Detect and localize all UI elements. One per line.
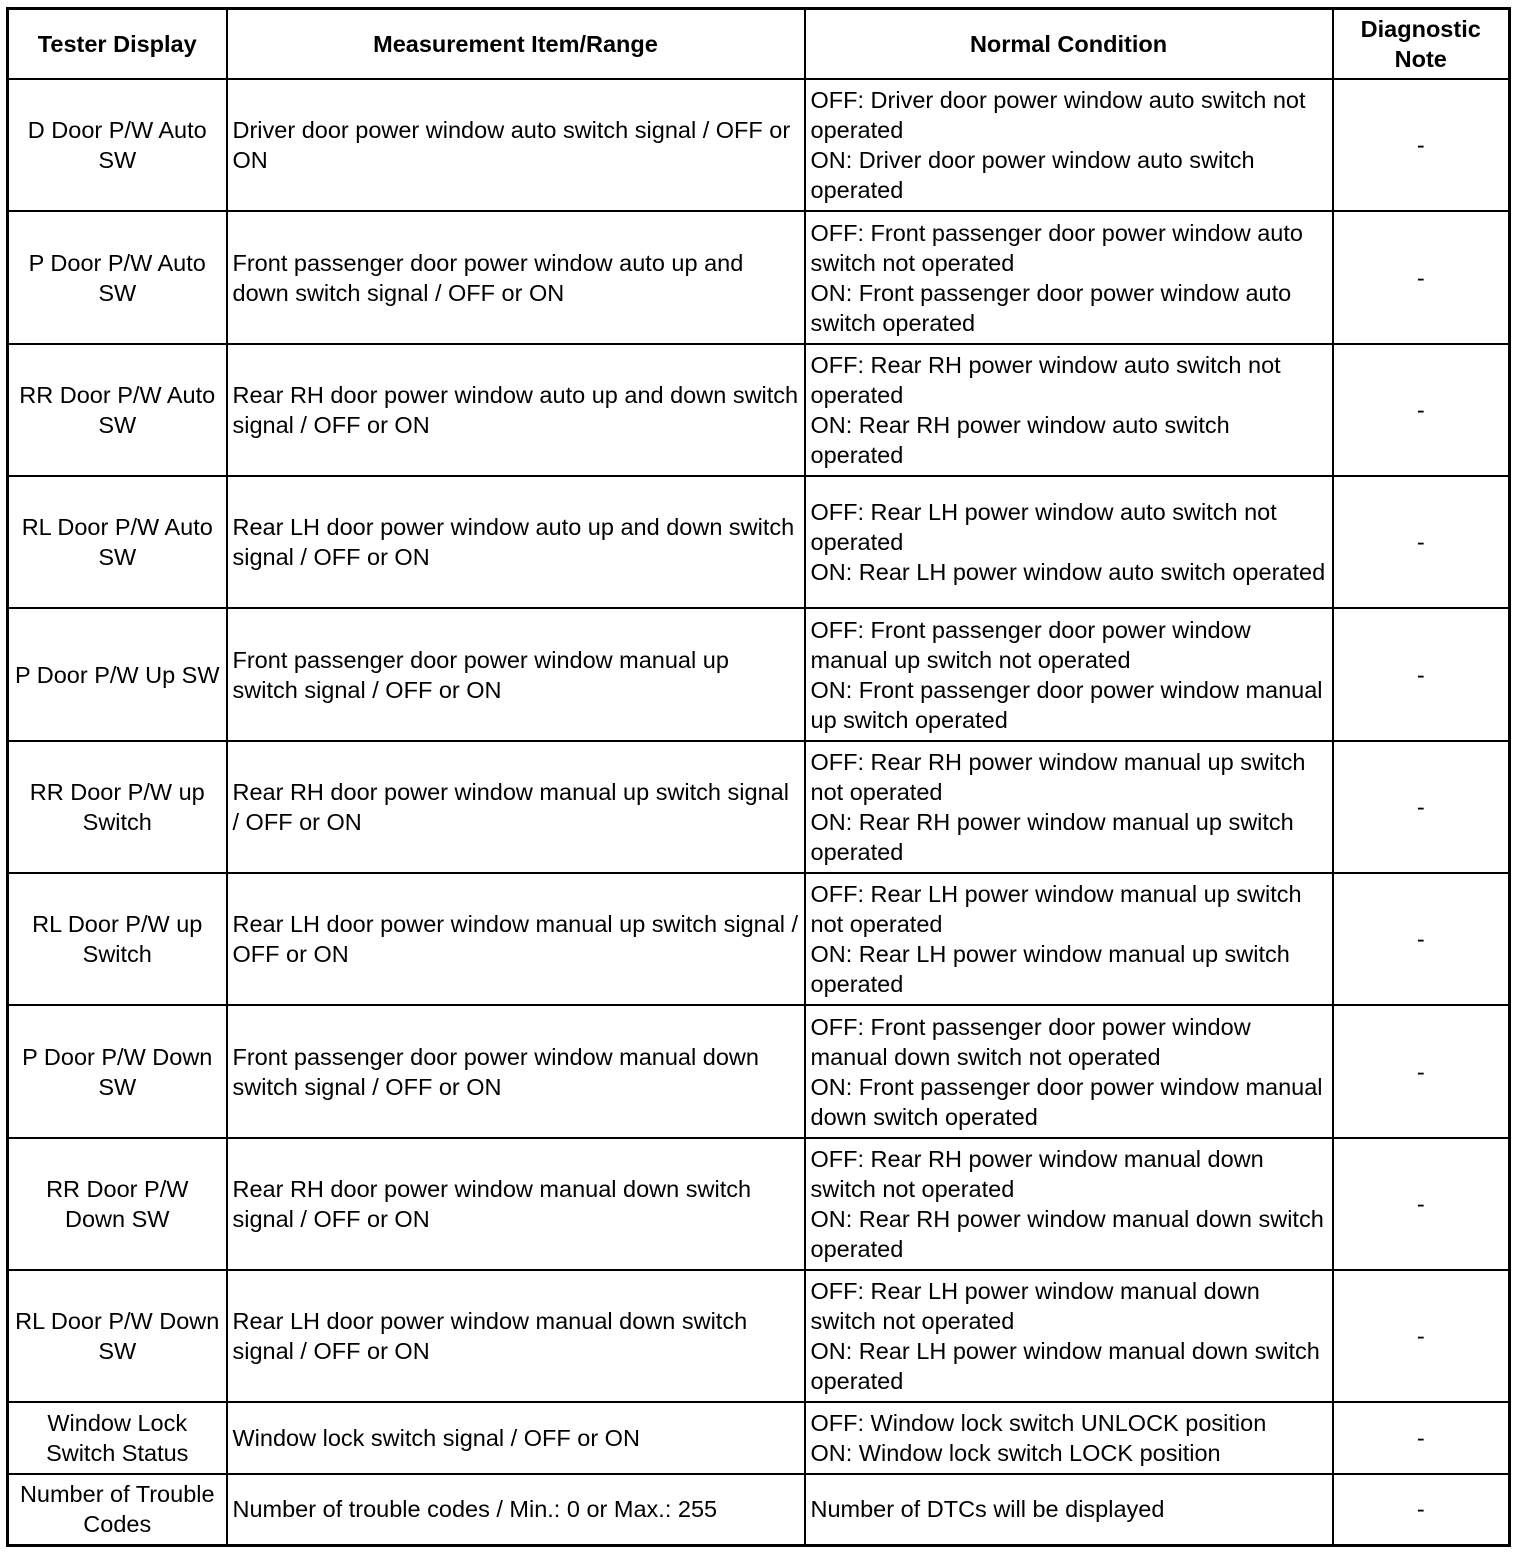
measurement-range-cell: Rear RH door power window manual down switch signal / OFF or ON	[227, 1138, 805, 1270]
normal-off-text: OFF: Front passenger door power window auto switch not operated	[810, 219, 1303, 276]
normal-condition-cell	[805, 1138, 1333, 1270]
header-measurement-item: Measurement Item/Range	[227, 9, 805, 80]
normal-off-text: OFF: Rear RH power window manual up switch not operated	[810, 748, 1306, 805]
diagnostic-note-cell: -	[1333, 1270, 1510, 1402]
diagnostic-note-cell: -	[1333, 344, 1510, 476]
normal-off-text: OFF: Driver door power window auto switch not operated	[810, 87, 1306, 144]
diagnostic-note-cell: -	[1333, 79, 1510, 211]
measurement-range-cell: Rear LH door power window auto up and down switch signal / OFF or ON	[227, 476, 805, 608]
diagnostic-note-cell: -	[1333, 1474, 1510, 1546]
normal-on-text: ON: Rear LH power window auto switch operated	[810, 559, 1326, 586]
normal-on-text: ON: Front passenger door power window manual up switch operated	[810, 676, 1323, 733]
normal-off-text: OFF: Window lock switch UNLOCK position	[810, 1410, 1267, 1437]
diagnostic-note-cell: -	[1333, 211, 1510, 343]
normal-off-text: OFF: Rear LH power window manual up switch not operated	[810, 881, 1302, 938]
table-row	[8, 476, 1510, 608]
normal-condition-cell	[805, 873, 1333, 1005]
table-row	[8, 873, 1510, 1005]
table-row	[8, 608, 1510, 740]
measurement-range-cell: Front passenger door power window manual up switch signal / OFF or ON	[227, 608, 805, 740]
table-row	[8, 211, 1510, 343]
normal-off-text: OFF: Rear RH power window manual down switch not operated	[810, 1145, 1264, 1202]
normal-condition-cell	[805, 1402, 1333, 1473]
normal-condition-cell	[805, 344, 1333, 476]
table-row	[8, 1005, 1510, 1137]
tester-display-cell: RR Door P/W Auto SW	[8, 344, 227, 476]
measurement-range-cell: Number of trouble codes / Min.: 0 or Max.: 255	[227, 1474, 805, 1546]
header-diagnostic-note: Diagnostic Note	[1333, 9, 1510, 80]
normal-on-text: ON: Rear RH power window manual down switch operated	[810, 1205, 1324, 1262]
tester-display-cell: RL Door P/W Auto SW	[8, 476, 227, 608]
tester-display-cell: RL Door P/W up Switch	[8, 873, 227, 1005]
diagnostic-data-table	[6, 7, 1511, 1547]
normal-off-text: OFF: Rear LH power window manual down switch not operated	[810, 1278, 1260, 1335]
diagnostic-note-cell: -	[1333, 1402, 1510, 1473]
normal-on-text: ON: Rear LH power window manual down switch operated	[810, 1338, 1320, 1395]
tester-display-cell: D Door P/W Auto SW	[8, 79, 227, 211]
table-row	[8, 741, 1510, 873]
header-normal-condition: Normal Condition	[805, 9, 1333, 80]
table-row	[8, 344, 1510, 476]
tester-display-cell: P Door P/W Down SW	[8, 1005, 227, 1137]
measurement-range-cell: Window lock switch signal / OFF or ON	[227, 1402, 805, 1473]
header-tester-display: Tester Display	[8, 9, 227, 80]
measurement-range-cell: Driver door power window auto switch signal / OFF or ON	[227, 79, 805, 211]
normal-on-text: ON: Driver door power window auto switch operated	[810, 147, 1255, 204]
normal-off-text: OFF: Front passenger door power window manual down switch not operated	[810, 1013, 1251, 1070]
measurement-range-cell: Rear LH door power window manual down switch signal / OFF or ON	[227, 1270, 805, 1402]
measurement-range-cell: Front passenger door power window manual down switch signal / OFF or ON	[227, 1005, 805, 1137]
normal-on-text: ON: Rear RH power window manual up switch operated	[810, 808, 1294, 865]
diagnostic-note-cell: -	[1333, 741, 1510, 873]
normal-condition-cell	[805, 211, 1333, 343]
diagnostic-note-cell: -	[1333, 608, 1510, 740]
normal-condition-text: Number of DTCs will be displayed	[810, 1496, 1165, 1523]
table-row	[8, 1402, 1510, 1473]
tester-display-cell: RR Door P/W Down SW	[8, 1138, 227, 1270]
measurement-range-cell: Rear LH door power window manual up switch signal / OFF or ON	[227, 873, 805, 1005]
normal-off-text: OFF: Rear RH power window auto switch not operated	[810, 351, 1281, 408]
normal-off-text: OFF: Rear LH power window auto switch not operated	[810, 499, 1277, 556]
normal-condition-cell	[805, 476, 1333, 608]
normal-off-text: OFF: Front passenger door power window manual up switch not operated	[810, 616, 1251, 673]
tester-display-cell: Window Lock Switch Status	[8, 1402, 227, 1473]
table-row	[8, 1474, 1510, 1546]
normal-condition-cell	[805, 1474, 1333, 1546]
normal-condition-cell	[805, 1270, 1333, 1402]
measurement-range-cell: Rear RH door power window auto up and down switch signal / OFF or ON	[227, 344, 805, 476]
normal-condition-cell	[805, 608, 1333, 740]
normal-on-text: ON: Rear RH power window auto switch operated	[810, 411, 1230, 468]
table-row	[8, 1270, 1510, 1402]
normal-on-text: ON: Rear LH power window manual up switch operated	[810, 941, 1290, 998]
normal-condition-cell	[805, 741, 1333, 873]
tester-display-cell: P Door P/W Auto SW	[8, 211, 227, 343]
tester-display-cell: RR Door P/W up Switch	[8, 741, 227, 873]
table-row	[8, 79, 1510, 211]
measurement-range-cell: Front passenger door power window auto up and down switch signal / OFF or ON	[227, 211, 805, 343]
normal-on-text: ON: Front passenger door power window auto switch operated	[810, 279, 1292, 336]
table-row	[8, 1138, 1510, 1270]
normal-condition-cell	[805, 79, 1333, 211]
diagnostic-note-cell: -	[1333, 873, 1510, 1005]
normal-on-text: ON: Front passenger door power window manual down switch operated	[810, 1073, 1323, 1130]
tester-display-cell: P Door P/W Up SW	[8, 608, 227, 740]
diagnostic-note-cell: -	[1333, 476, 1510, 608]
normal-condition-cell	[805, 1005, 1333, 1137]
table-header-row	[8, 9, 1510, 80]
tester-display-cell: Number of Trouble Codes	[8, 1474, 227, 1546]
diagnostic-note-cell: -	[1333, 1138, 1510, 1270]
diagnostic-note-cell: -	[1333, 1005, 1510, 1137]
measurement-range-cell: Rear RH door power window manual up switch signal / OFF or ON	[227, 741, 805, 873]
normal-on-text: ON: Window lock switch LOCK position	[810, 1440, 1221, 1467]
tester-display-cell: RL Door P/W Down SW	[8, 1270, 227, 1402]
